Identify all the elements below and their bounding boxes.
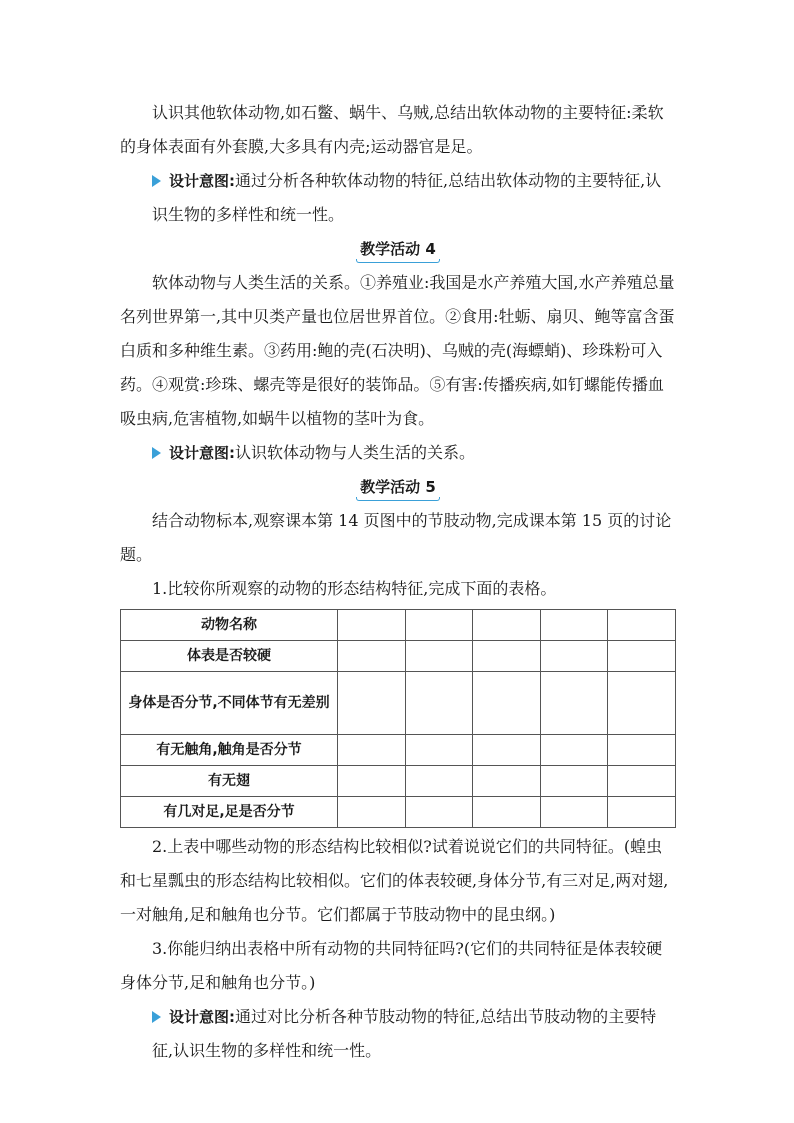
row-header: 动物名称: [121, 610, 338, 641]
section-heading-4: [120, 232, 676, 266]
question-2: 2.上表中哪些动物的形态结构比较相似?试着说说它们的共同特征。(蝗虫和七星瓢虫的形态结构比较相似。它们的体表较硬,身体分节,有三对足,两对翅,一对触角,足和触角也分节。它们都属于节肢动物中的昆虫纲。): [120, 837, 669, 924]
table-cell[interactable]: [405, 797, 473, 828]
table-cell[interactable]: [338, 766, 406, 797]
row-header: 有无触角,触角是否分节: [121, 735, 338, 766]
design-intent-text: 通过分析各种软体动物的特征,总结出软体动物的主要特征,认识生物的多样性和统一性。: [152, 171, 662, 224]
design-intent-text: 通过对比分析各种节肢动物的特征,总结出节肢动物的主要特征,认识生物的多样性和统一性。: [152, 1007, 657, 1060]
question-1: 1.比较你所观察的动物的形态结构特征,完成下面的表格。: [152, 579, 557, 598]
table-cell[interactable]: [473, 672, 541, 735]
table-cell[interactable]: [540, 766, 608, 797]
table-cell[interactable]: [608, 797, 676, 828]
table-cell[interactable]: [405, 672, 473, 735]
row-header: 体表是否较硬: [121, 641, 338, 672]
table-cell[interactable]: [608, 641, 676, 672]
table-cell[interactable]: [338, 672, 406, 735]
table-cell[interactable]: [473, 610, 541, 641]
table-cell[interactable]: [338, 735, 406, 766]
table-cell[interactable]: [540, 735, 608, 766]
table-cell[interactable]: [540, 797, 608, 828]
play-triangle-icon: [152, 447, 161, 459]
table-cell[interactable]: [540, 641, 608, 672]
table-row: [121, 766, 676, 797]
play-triangle-icon: [152, 1011, 161, 1023]
row-header: 身体是否分节,不同体节有无差别: [121, 672, 338, 735]
table-cell[interactable]: [473, 797, 541, 828]
table-cell[interactable]: [608, 766, 676, 797]
table-row: [121, 797, 676, 828]
table-row: [121, 735, 676, 766]
table-cell[interactable]: [338, 641, 406, 672]
table-row: [121, 641, 676, 672]
design-intent-3: [120, 1000, 676, 1068]
table-cell[interactable]: [338, 610, 406, 641]
table-cell[interactable]: [540, 672, 608, 735]
table-row: [121, 672, 676, 735]
table-cell[interactable]: [405, 766, 473, 797]
design-intent-label: 设计意图:: [169, 1008, 235, 1026]
table-cell[interactable]: [540, 610, 608, 641]
table-cell[interactable]: [405, 735, 473, 766]
table-cell[interactable]: [473, 735, 541, 766]
row-header: 有几对足,足是否分节: [121, 797, 338, 828]
design-intent-label: 设计意图:: [169, 172, 235, 190]
table-cell[interactable]: [608, 610, 676, 641]
row-header: 有无翅: [121, 766, 338, 797]
table-cell[interactable]: [608, 735, 676, 766]
design-intent-2: [120, 436, 676, 470]
comparison-table: [120, 609, 676, 828]
table-cell[interactable]: [405, 641, 473, 672]
table-cell[interactable]: [473, 641, 541, 672]
table-cell[interactable]: [405, 610, 473, 641]
design-intent-1: [120, 164, 676, 232]
section-heading-5: [120, 470, 676, 504]
design-intent-text: 认识软体动物与人类生活的关系。: [235, 443, 476, 462]
paragraph-mollusk-summary: 认识其他软体动物,如石鳖、蜗牛、乌贼,总结出软体动物的主要特征:柔软的身体表面有外套膜,大多具有内壳;运动器官是足。: [120, 103, 664, 156]
table-cell[interactable]: [473, 766, 541, 797]
heading-activity-5: 教学活动 5: [356, 476, 440, 498]
question-3: 3.你能归纳出表格中所有动物的共同特征吗?(它们的共同特征是体表较硬身体分节,足和触角也分节。): [120, 939, 663, 992]
paragraph-observe-specimens: 结合动物标本,观察课本第 14 页图中的节肢动物,完成课本第 15 页的讨论题。: [120, 511, 672, 564]
heading-activity-4: 教学活动 4: [356, 238, 440, 260]
table-cell[interactable]: [608, 672, 676, 735]
paragraph-mollusk-human-relation: 软体动物与人类生活的关系。①养殖业:我国是水产养殖大国,水产养殖总量名列世界第一,其中贝类产量也位居世界首位。②食用:牡蛎、扇贝、鲍等富含蛋白质和多种维生素。③药用:鲍的壳(石决明)、乌贼的壳(海螵蛸)、珍珠粉可入药。④观赏:珍珠、螺壳等是很好的装饰品。⑤有害:传播疾病,如钉螺能传播血吸虫病,危害植物,如蜗牛以植物的茎叶为食。: [120, 273, 675, 428]
play-triangle-icon: [152, 175, 161, 187]
table-cell[interactable]: [338, 797, 406, 828]
document-content: [120, 96, 676, 1068]
table-row: [121, 610, 676, 641]
design-intent-label: 设计意图:: [169, 444, 235, 462]
